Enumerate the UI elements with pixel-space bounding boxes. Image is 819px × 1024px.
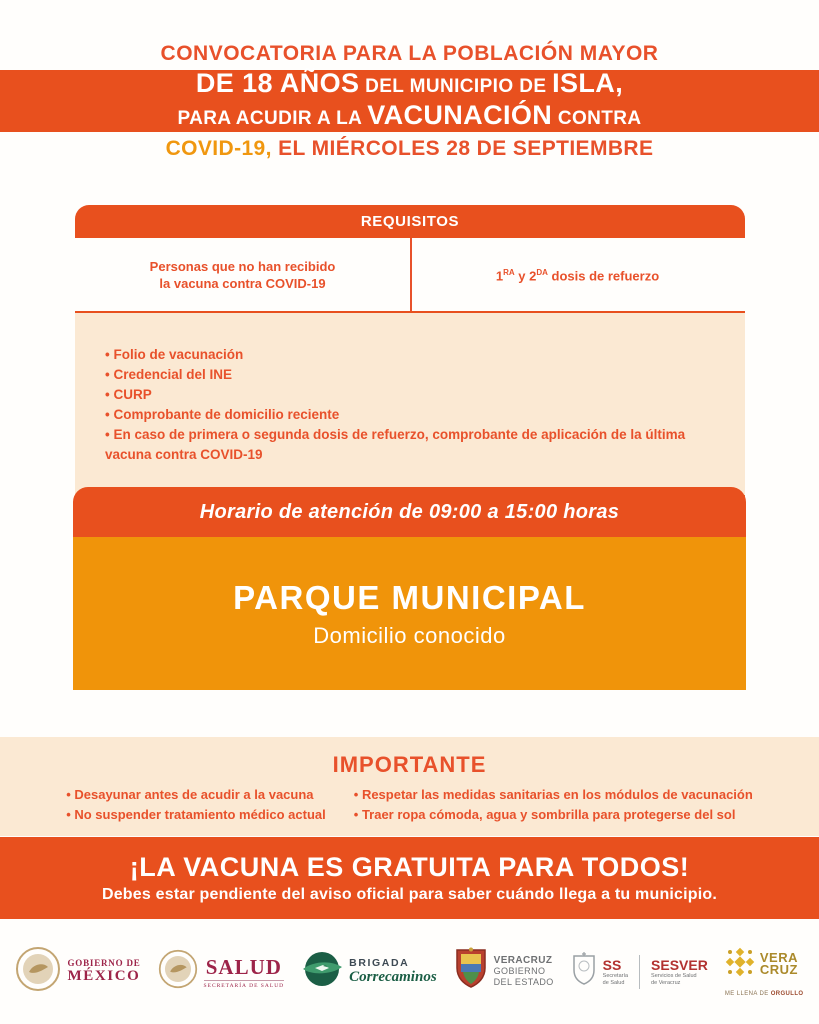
- header-orange-band: [0, 70, 819, 132]
- gobierno-de-label: GOBIERNO DE: [67, 958, 141, 968]
- location-box: [73, 537, 746, 690]
- location-section: [73, 487, 746, 690]
- salud-label: SALUD: [205, 954, 282, 979]
- mexico-label: MÉXICO: [67, 968, 141, 984]
- importante-col-left: [66, 785, 326, 825]
- location-address: Domicilio conocido: [313, 622, 506, 648]
- orgullo-tagline: ME LLENA DE ORGULLO: [724, 990, 804, 997]
- footer-logos: [0, 919, 819, 1024]
- requisitos-header: [75, 205, 745, 238]
- importante-item: • Desayunar antes de acudir a la vacuna: [66, 785, 326, 805]
- importante-columns: [0, 785, 819, 825]
- logo-gobierno-mexico: [15, 946, 140, 997]
- logo-divider: [639, 955, 640, 989]
- brigada-label: BRIGADA: [349, 957, 410, 969]
- requisitos-col-left: Personas que no han recibido la vacuna contra COVID-19: [149, 258, 336, 291]
- date-text: EL MIÉRCOLES 28 DE SEPTIEMBRE: [271, 137, 654, 160]
- column-divider: [410, 238, 412, 311]
- gobierno-label: GOBIERNO: [493, 966, 546, 976]
- requisitos-title: REQUISITOS: [360, 213, 460, 230]
- importante-item: • No suspender tratamiento médico actual: [66, 805, 326, 825]
- del-estado-label: DEL ESTADO: [493, 977, 554, 987]
- requisito-item: • En caso de primera o segunda dosis de refuerzo, comprobante de aplicación de la última vacuna contra COVID-19: [105, 425, 721, 465]
- requisito-item: • CURP: [105, 385, 721, 405]
- banner-title: ¡LA VACUNA ES GRATUITA PARA TODOS!: [129, 852, 690, 882]
- veracruz-label: VERACRUZ: [493, 955, 553, 966]
- importante-item: • Traer ropa cómoda, agua y sombrilla para protegerse del sol: [354, 805, 753, 825]
- requisitos-col-right: $1^{RA}$ y $2^{DA}$ dosis de refuerzo: [495, 268, 660, 284]
- header-band-line2: PARA ACUDIR A LA VACUNACIÓN CONTRA: [177, 100, 642, 130]
- header-band-line1: DE 18 AÑOS DEL MUNICIPIO DE ISLA,: [195, 68, 624, 98]
- mexico-seal-icon: [15, 946, 61, 997]
- covid-label: COVID-19,: [165, 137, 272, 160]
- location-name: PARQUE MUNICIPAL: [233, 578, 586, 616]
- correcaminos-bird-icon: [301, 948, 343, 995]
- schedule-text: Horario de atención de 09:00 a 15:00 horas: [199, 500, 620, 523]
- logo-ss-sesver: SS Secretaría de Salud SESVER Servicios de Salud de Veracruz: [571, 951, 708, 992]
- importante-title: IMPORTANTE: [332, 752, 487, 777]
- correcaminos-label: Correcaminos: [349, 969, 437, 985]
- poster-title-line1: CONVOCATORIA PARA LA POBLACIÓN MAYOR: [160, 42, 659, 65]
- importante-item: • Respetar las medidas sanitarias en los módulos de vacunación: [354, 785, 753, 805]
- secretaria-salud-label: SECRETARÍA DE SALUD: [204, 980, 285, 989]
- requisito-item: • Credencial del INE: [105, 365, 721, 385]
- sesver-label: SESVER: [651, 956, 708, 973]
- vera-label: VERA: [759, 950, 798, 965]
- veracruz-pattern-icon: [725, 947, 755, 982]
- veracruz-coat-of-arms-icon: [454, 947, 488, 996]
- requisitos-section: [75, 205, 745, 497]
- requisitos-list: [75, 313, 745, 497]
- logo-brigada-correcaminos: [301, 948, 437, 995]
- logo-veracruz-gobierno: [454, 947, 554, 996]
- importante-col-right: [354, 785, 753, 825]
- salud-seal-icon: [158, 949, 198, 994]
- ss-label: SS: [602, 956, 622, 973]
- ss-shield-icon: [571, 951, 597, 992]
- requisito-item: • Comprobante de domicilio reciente: [105, 405, 721, 425]
- schedule-bar: [73, 487, 746, 537]
- requisito-item: • Folio de vacunación: [105, 345, 721, 365]
- importante-section: [0, 737, 819, 836]
- date-line: [0, 137, 819, 161]
- free-vaccine-banner: [0, 837, 819, 919]
- logo-salud: [158, 949, 285, 994]
- cruz-label: CRUZ: [759, 962, 798, 977]
- banner-subtitle: Debes estar pendiente del aviso oficial para saber cuándo llega a tu municipio.: [101, 886, 718, 903]
- requisitos-columns: [75, 238, 745, 313]
- logo-veracruz-orgullo: [725, 947, 804, 997]
